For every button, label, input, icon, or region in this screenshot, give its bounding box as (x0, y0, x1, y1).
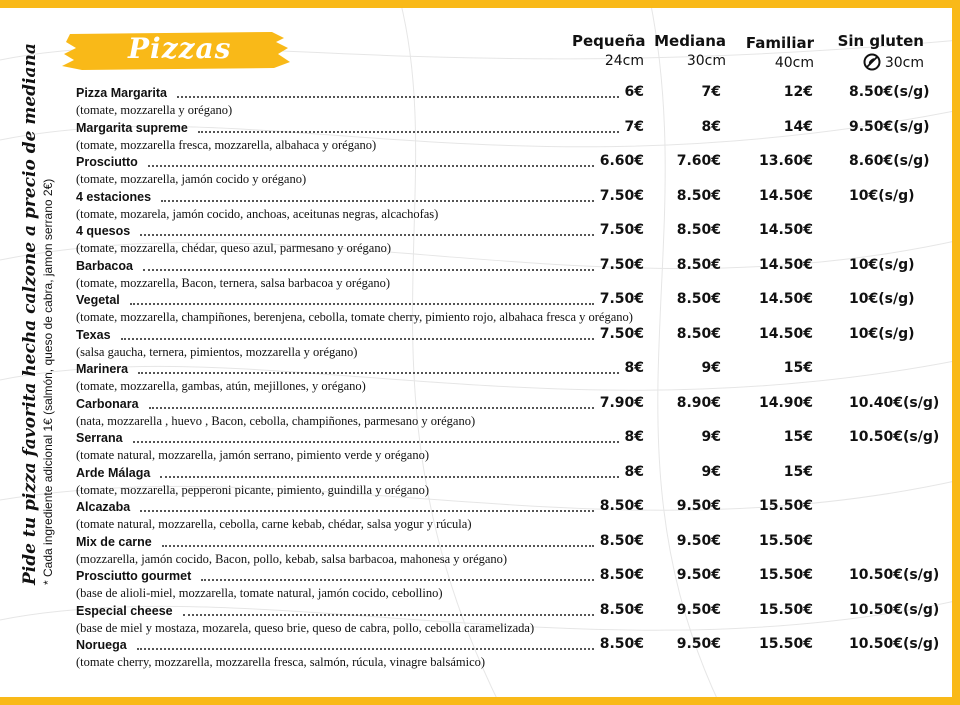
pizza-name: Pizza Margarita (76, 86, 168, 100)
price-sin-gluten: 10.40€(s/g) (849, 394, 940, 411)
pizza-ingredients: (tomate, mozzarella, chédar, queso azul, parmesano y orégano) (76, 241, 391, 255)
price-pequena: 7.90€ (599, 394, 644, 411)
pizza-ingredients: (tomate natural, mozzarella, cebolla, carne kebab, chédar, salsa yogur y rúcula) (76, 517, 472, 531)
price-pequena: 8€ (624, 429, 644, 445)
price-sin-gluten: 10€(s/g) (849, 325, 915, 342)
pizza-name: 4 quesos (76, 224, 131, 238)
frame-right (952, 0, 960, 705)
price-sin-gluten: 10.50€(s/g) (849, 429, 940, 445)
pizza-name: Mix de carne (76, 534, 152, 549)
pizza-name: Serrana (76, 431, 123, 445)
menu-item (76, 155, 946, 189)
column-header-familiar (740, 34, 814, 71)
price-pequena: 8.50€ (599, 532, 644, 549)
price-sin-gluten: 8.50€(s/g) (849, 84, 930, 100)
column-size: 24cm (604, 53, 644, 69)
price-familiar: 15.50€ (758, 567, 813, 583)
price-mediana: 9.50€ (676, 601, 721, 618)
pizza-ingredients: (base de miel y mostaza, mozarela, queso brie, queso de cabra, pollo, cebolla caramelizada) (76, 620, 535, 635)
menu-item (76, 325, 946, 362)
menu-item (76, 569, 946, 603)
price-sin-gluten: 10€(s/g) (849, 187, 915, 204)
price-familiar: 14.50€ (758, 291, 813, 307)
pizza-ingredients: (nata, mozzarella , huevo , Bacon, cebolla, champiñones, parmesano y orégano) (76, 413, 476, 428)
price-pequena: 7€ (624, 118, 644, 135)
menu-item (76, 638, 946, 672)
pizza-name: Carbonara (76, 396, 139, 411)
column-label: Mediana (654, 32, 726, 50)
dot-leader (143, 269, 594, 271)
pizza-ingredients: (tomate, mozzarella, champiñones, berenjena, cebolla, tomate cherry, pimiento rojo, albahaca fresca y orégano) (76, 310, 633, 324)
pizza-ingredients: (tomate natural, mozzarella, jamón serrano, pimiento verde y orégano) (76, 448, 429, 462)
dot-leader (177, 96, 619, 98)
price-sin-gluten: 10.50€(s/g) (849, 601, 940, 618)
menu-item (76, 118, 946, 155)
price-mediana: 8.50€ (676, 256, 721, 273)
dot-leader (201, 579, 594, 581)
pizza-ingredients: (tomate, mozzarella fresca, mozzarella, albahaca y orégano) (76, 137, 377, 152)
menu-item (76, 601, 946, 638)
pizza-name: Margarita supreme (76, 120, 188, 135)
price-mediana: 9.50€ (676, 532, 721, 549)
price-pequena: 8.50€ (599, 498, 644, 514)
pizza-name: Prosciutto gourmet (76, 569, 192, 583)
menu-item (76, 362, 946, 396)
pizza-ingredients: (tomate, mozzarella, jamón cocido y orégano) (76, 172, 307, 186)
price-familiar: 12€ (783, 84, 813, 100)
price-familiar: 13.60€ (758, 153, 813, 169)
frame-bottom (0, 697, 960, 705)
pizza-name: Especial cheese (76, 603, 173, 618)
pizza-ingredients: (salsa gaucha, ternera, pimientos, mozzarella y orégano) (76, 344, 358, 359)
price-sin-gluten: 10€(s/g) (849, 256, 915, 273)
pizza-name: Barbacoa (76, 258, 133, 273)
price-sin-gluten: 10€(s/g) (849, 291, 915, 307)
price-familiar: 15€ (783, 463, 813, 480)
price-familiar: 15.50€ (758, 498, 813, 514)
price-familiar: 14€ (783, 118, 813, 135)
price-mediana: 7.60€ (676, 153, 721, 169)
column-size: 40cm (774, 55, 814, 71)
dot-leader (198, 131, 619, 133)
pizza-ingredients: (tomate, mozzarella, Bacon, ternera, salsa barbacoa y orégano) (76, 275, 391, 290)
price-pequena: 6.60€ (599, 153, 644, 169)
price-familiar: 14.50€ (758, 325, 813, 342)
menu-item (76, 532, 946, 569)
column-size-wrap (836, 53, 924, 71)
price-mediana: 8.50€ (676, 325, 721, 342)
pizza-name: Prosciutto (76, 155, 138, 169)
pizza-ingredients: (tomate, mozarela, jamón cocido, anchoas, aceitunas negras, alcachofas) (76, 206, 439, 221)
price-pequena: 6€ (624, 84, 644, 100)
price-pequena: 8.50€ (599, 636, 644, 652)
dot-leader (149, 407, 594, 409)
pizza-name: Marinera (76, 362, 129, 376)
pizza-name: Noruega (76, 638, 127, 652)
menu-item (76, 394, 946, 431)
price-pequena: 7.50€ (599, 222, 644, 238)
price-mediana: 9€ (701, 360, 721, 376)
menu-item (76, 463, 946, 500)
dot-leader (162, 545, 594, 547)
price-familiar: 15.50€ (758, 636, 813, 652)
price-familiar: 15.50€ (758, 601, 813, 618)
column-size: 30cm (884, 55, 924, 71)
dot-leader (137, 648, 594, 650)
menu-item (76, 224, 946, 258)
price-pequena: 8€ (624, 463, 644, 480)
pizza-name: Arde Málaga (76, 465, 151, 480)
pizza-ingredients: (base de alioli-miel, mozzarella, tomate natural, jamón cocido, cebollino) (76, 586, 443, 600)
dot-leader (183, 614, 594, 616)
dot-leader (161, 200, 594, 202)
pizza-ingredients: (tomate, mozzarella y orégano) (76, 103, 233, 117)
calzone-slogan: Pide tu pizza favorita hecha calzone a precio de mediana (20, 43, 40, 585)
price-mediana: 9€ (701, 429, 721, 445)
column-label: Familiar (745, 34, 814, 52)
price-mediana: 9.50€ (676, 567, 721, 583)
price-pequena: 7.50€ (599, 291, 644, 307)
price-sin-gluten: 10.50€(s/g) (849, 567, 940, 583)
dot-leader (133, 441, 619, 443)
price-familiar: 14.50€ (758, 187, 813, 204)
price-familiar: 15€ (783, 360, 813, 376)
price-mediana: 8€ (701, 118, 721, 135)
price-sin-gluten: 8.60€(s/g) (849, 153, 930, 169)
column-label: Pequeña (572, 32, 646, 50)
dot-leader (138, 372, 619, 374)
column-header-sin-gluten (836, 32, 924, 71)
price-familiar: 14.50€ (758, 222, 813, 238)
price-mediana: 8.50€ (676, 222, 721, 238)
price-sin-gluten: 10.50€(s/g) (849, 636, 940, 652)
frame-top (0, 0, 960, 8)
price-pequena: 7.50€ (599, 325, 644, 342)
menu-item (76, 256, 946, 293)
price-familiar: 15.50€ (758, 532, 813, 549)
menu-item (76, 86, 946, 120)
dot-leader (140, 234, 594, 236)
column-header-mediana (650, 32, 726, 69)
pizza-name: Alcazaba (76, 500, 131, 514)
price-mediana: 7€ (701, 84, 721, 100)
menu-item (76, 187, 946, 224)
column-size: 30cm (686, 53, 726, 69)
pizza-ingredients: (mozzarella, jamón cocido, Bacon, pollo, kebab, salsa barbacoa, mahonesa y orégano) (76, 551, 508, 566)
price-familiar: 15€ (783, 429, 813, 445)
pizza-ingredients: (tomate cherry, mozzarella, mozzarella fresca, salmón, rúcula, vinagre balsámico) (76, 655, 486, 669)
price-familiar: 14.50€ (758, 256, 813, 273)
price-mediana: 9.50€ (676, 498, 721, 514)
pizza-name: 4 estaciones (76, 189, 152, 204)
dot-leader (140, 510, 594, 512)
dot-leader (121, 338, 594, 340)
gluten-free-icon (863, 53, 881, 71)
side-notes (20, 43, 55, 585)
price-mediana: 8.50€ (676, 291, 721, 307)
pizza-ingredients: (tomate, mozzarella, gambas, atún, mejillones, y orégano) (76, 379, 366, 393)
column-header-pequena (572, 32, 644, 69)
price-mediana: 9.50€ (676, 636, 721, 652)
dot-leader (148, 165, 594, 167)
price-pequena: 8.50€ (599, 601, 644, 618)
price-pequena: 8.50€ (599, 567, 644, 583)
column-label: Sin gluten (837, 32, 924, 50)
price-familiar: 14.90€ (758, 394, 813, 411)
price-mediana: 8.90€ (676, 394, 721, 411)
price-pequena: 8€ (624, 360, 644, 376)
page-title: Pizzas (128, 32, 232, 65)
dot-leader (160, 476, 619, 478)
price-pequena: 7.50€ (599, 187, 644, 204)
menu-item (76, 293, 946, 327)
price-mediana: 8.50€ (676, 187, 721, 204)
menu-item (76, 431, 946, 465)
price-sin-gluten: 9.50€(s/g) (849, 118, 930, 135)
dot-leader (130, 303, 594, 305)
pizza-name: Vegetal (76, 293, 120, 307)
extra-ingredient-note: * Cada ingrediente adicional 1€ (salmón, queso de cabra, jamon serrano 2€) (41, 178, 55, 585)
price-pequena: 7.50€ (599, 256, 644, 273)
pizza-name: Texas (76, 327, 111, 342)
price-mediana: 9€ (701, 463, 721, 480)
pizza-ingredients: (tomate, mozzarella, pepperoni picante, pimiento, guindilla y orégano) (76, 482, 429, 497)
menu-item (76, 500, 946, 534)
